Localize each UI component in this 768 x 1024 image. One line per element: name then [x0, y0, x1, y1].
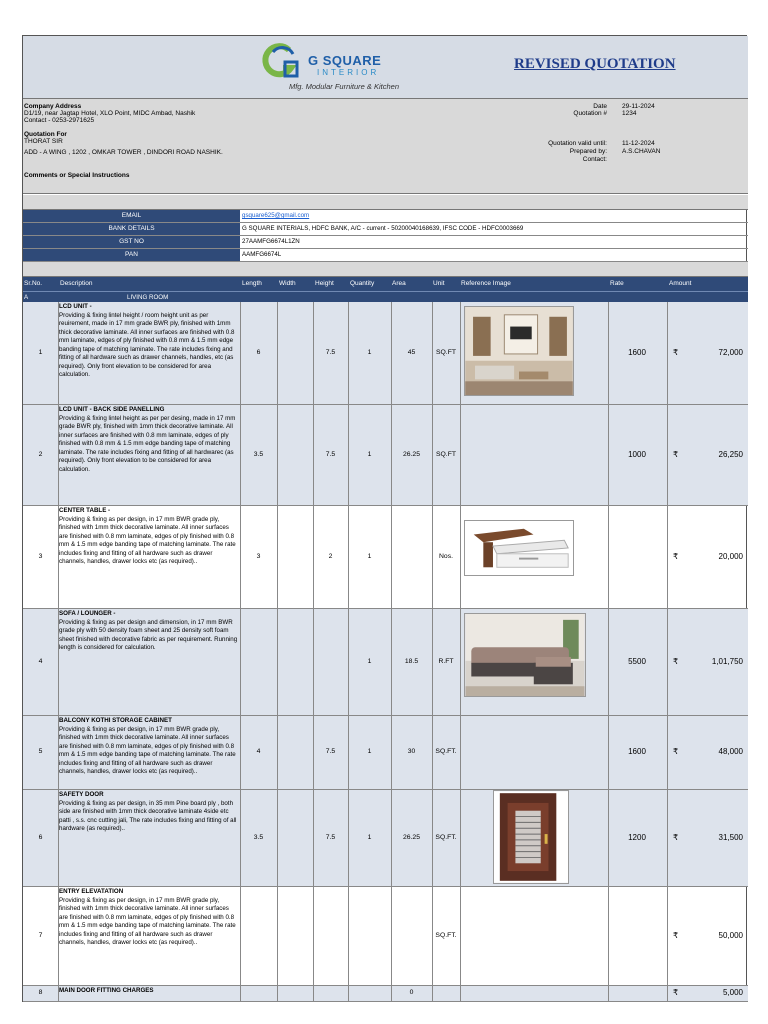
row-title: BALCONY KOTHI STORAGE CABINET — [59, 717, 172, 724]
spacer-row — [23, 262, 748, 277]
col-rate: Rate — [610, 280, 624, 287]
column-divider — [608, 302, 609, 1002]
row-description — [59, 717, 239, 789]
row-description — [59, 888, 239, 985]
prepared-by-label: Prepared by: — [569, 148, 607, 155]
brand-tagline: Mfg. Modular Furniture & Kitchen — [288, 82, 400, 91]
company-contact: Contact - 0253-2971625 — [24, 117, 95, 124]
row-length: 6 — [256, 349, 261, 356]
row-text: Providing & fixing as per design, in 35 mm Pine board ply , both side are finished with 1mm thick decorative laminate 4side etc patti , s.s. cnc cutting jali, The rate includes fixing and fitting of all hardware (as required).. — [59, 799, 237, 832]
row-quantity: 1 — [367, 658, 372, 665]
pan-value: AAMFG6674L — [242, 251, 282, 258]
center-table-reference-image — [464, 520, 574, 576]
row-unit: SQ.FT. — [435, 834, 457, 841]
pan-row — [23, 249, 748, 262]
row-amount: 72,000 — [718, 348, 743, 357]
col-area: Area — [392, 280, 406, 287]
client-name: THORAT SIR — [24, 138, 63, 145]
contact-label: Contact: — [582, 156, 607, 163]
row-title: MAIN DOOR FITTING CHARGES — [59, 987, 154, 994]
row-height: 7.5 — [325, 451, 336, 458]
col-srno: Sr.No. — [24, 280, 43, 287]
row-amount: 26,250 — [718, 450, 743, 459]
gst-row — [23, 236, 748, 249]
row-title: SAFETY DOOR — [59, 791, 104, 798]
row-area: 0 — [409, 989, 414, 996]
quotation-header — [23, 36, 748, 99]
row-rate: 1600 — [628, 348, 646, 357]
date-value: 29-11-2024 — [622, 103, 655, 110]
row-amount: 48,000 — [718, 747, 743, 756]
row-height: 2 — [328, 553, 333, 560]
row-sr-no: 4 — [38, 658, 43, 665]
column-divider — [240, 302, 241, 1002]
row-amount: 31,500 — [718, 833, 743, 842]
row-length: 4 — [256, 748, 261, 755]
row-area: 26.25 — [402, 451, 420, 458]
row-length: 3.5 — [253, 451, 264, 458]
row-description — [59, 303, 239, 404]
pan-label: PAN — [23, 249, 240, 261]
row-height: 7.5 — [325, 349, 336, 356]
table-row — [23, 506, 748, 609]
lcd-unit-reference-image — [464, 306, 574, 396]
col-height: Height — [315, 280, 334, 287]
col-amount: Amount — [669, 280, 692, 287]
row-quantity: 1 — [367, 748, 372, 755]
row-currency: ₹ — [673, 552, 679, 561]
row-unit: SQ.FT. — [435, 932, 457, 939]
row-unit: R.FT — [438, 658, 454, 665]
row-quantity: 1 — [367, 553, 372, 560]
section-name: LIVING ROOM — [127, 294, 169, 301]
email-label: EMAIL — [23, 210, 240, 222]
row-sr-no: 5 — [38, 748, 43, 755]
row-title: SOFA / LOUNGER - — [59, 610, 116, 617]
company-address: D1/19, near Jagtap Hotel, XLO Point, MIDC Ambad, Nashik — [24, 110, 196, 117]
row-currency: ₹ — [673, 747, 679, 756]
row-currency: ₹ — [673, 450, 679, 459]
column-divider — [391, 302, 392, 1002]
row-text: Providing & fixing as per design and dimension, in 17 mm BWR grade ply with 50 density foam sheet and 25 density soft foam sheet finished with decorative fabric as per requirement. Running length is considered for calculation. — [59, 618, 238, 651]
comments-label: Comments or Special Instructions — [24, 172, 130, 179]
gst-value: 27AAMFG6674L1ZN — [242, 238, 300, 245]
row-unit: Nos. — [439, 553, 453, 560]
date-label: Date — [593, 103, 607, 110]
row-description — [59, 987, 239, 1001]
email-row — [23, 210, 748, 223]
email-value — [241, 210, 748, 222]
bank-value: G SQUARE INTERIALS, HDFC BANK, A/C - current - 50200040168639, IFSC CODE - HDFC0003669 — [242, 225, 524, 232]
column-divider — [460, 302, 461, 1002]
column-divider — [277, 302, 278, 1002]
row-length: 3.5 — [253, 834, 264, 841]
row-sr-no: 7 — [38, 932, 43, 939]
row-text: Providing & fixing as per design, in 17 mm BWR grade ply, finished with 1mm thick decorative laminate. All inner surfaces are finished with 0.8 mm laminate, edges of ply finished with 0.8 mm & 1.5 mm edge banding tape of matching laminate. The rate includes fixing and fitting of all hardware such as drawer channels, handles, drawer locks etc (as required).. — [59, 896, 236, 946]
row-currency: ₹ — [673, 348, 679, 357]
row-title: CENTER TABLE - — [59, 507, 111, 514]
row-title: LCD UNIT - — [59, 303, 92, 310]
brand-name: G SQUARE — [308, 53, 382, 68]
table-row — [23, 716, 748, 790]
row-amount: 20,000 — [718, 552, 743, 561]
row-amount: 1,01,750 — [711, 657, 743, 666]
row-title: LCD UNIT - BACK SIDE PANELLING — [59, 406, 165, 413]
table-row — [23, 887, 748, 986]
section-row — [23, 291, 748, 302]
row-rate: 1600 — [628, 747, 646, 756]
valid-until-label: Quotation valid until: — [548, 140, 607, 147]
row-amount: 50,000 — [718, 931, 743, 940]
email-link[interactable]: gsquare625@gmail.com — [242, 212, 310, 219]
row-description — [59, 791, 239, 886]
g-square-logo-icon — [259, 42, 309, 82]
row-rate: 1000 — [628, 450, 646, 459]
table-row — [23, 790, 748, 887]
row-currency: ₹ — [673, 657, 679, 666]
table-header — [23, 277, 748, 291]
quotation-info — [23, 99, 748, 194]
row-area: 45 — [407, 349, 416, 356]
quotation-for-label: Quotation For — [24, 131, 67, 138]
column-divider — [667, 302, 668, 1002]
row-sr-no: 6 — [38, 834, 43, 841]
spacer-row — [23, 195, 748, 210]
col-quantity: Quantity — [350, 280, 375, 287]
prepared-by-value: A.S.CHAVAN — [622, 148, 661, 155]
row-quantity: 1 — [367, 349, 372, 356]
col-reference-image: Reference Image — [461, 280, 511, 287]
company-address-label: Company Address — [24, 103, 82, 110]
col-width: Width — [279, 280, 296, 287]
row-amount: 5,000 — [722, 988, 743, 997]
table-row — [23, 302, 748, 405]
row-quantity: 1 — [367, 834, 372, 841]
company-logo — [259, 42, 429, 96]
row-sr-no: 3 — [38, 553, 43, 560]
quotation-sheet — [22, 35, 747, 1002]
row-length: 3 — [256, 553, 261, 560]
safety-door-reference-image — [493, 790, 569, 884]
row-rate: 5500 — [628, 657, 646, 666]
row-description — [59, 507, 239, 608]
row-unit: SQ.FT — [435, 451, 456, 458]
row-area: 18.5 — [404, 658, 419, 665]
quotation-number-label: Quotation # — [573, 110, 607, 117]
row-sr-no: 1 — [38, 349, 43, 356]
column-divider — [313, 302, 314, 1002]
gst-label: GST NO — [23, 236, 240, 248]
sofa-reference-image — [464, 613, 586, 697]
page-title: REVISED QUOTATION — [514, 56, 676, 72]
row-currency: ₹ — [673, 833, 679, 842]
row-text: Providing & fixing lintel height / room height unit as per reuirement, made in 17 mm grade BWR ply, finished with 1mm thick decorative laminate. All inner surfaces are finished with 0.8 mm laminate, edges of ply finished with 0.8 mm & 1.5 mm edge banding tape of matching laminate. The rate includes fixing and fitting of all hardware such as drawer channels, handles, etc (as required). Only front elevation to be considered for area calculation. — [59, 311, 235, 378]
row-unit: SQ.FT. — [435, 748, 457, 755]
row-text: Providing & fixing as per design, in 17 mm BWR grade ply, finished with 1mm thick decorative laminate. All inner surfaces are finished with 0.8 mm laminate, edges of ply finished with 0.8 mm & 1.5 mm edge banding tape of matching laminate. The rate includes fixing and fitting of all hardware such as drawer channels, handles, drawer locks etc (as required).. — [59, 725, 236, 775]
bank-row — [23, 223, 748, 236]
row-title: ENTRY ELEVATATION — [59, 888, 124, 895]
row-unit: SQ.FT — [435, 349, 456, 356]
row-rate: 1200 — [628, 833, 646, 842]
row-area: 30 — [407, 748, 416, 755]
col-unit: Unit — [433, 280, 445, 287]
column-divider — [348, 302, 349, 1002]
row-quantity: 1 — [367, 451, 372, 458]
table-row — [23, 986, 748, 1002]
row-height: 7.5 — [325, 748, 336, 755]
col-description: Description — [60, 280, 93, 287]
table-row — [23, 405, 748, 506]
row-area: 26.25 — [402, 834, 420, 841]
column-divider — [58, 302, 59, 1002]
section-code: A — [24, 294, 29, 301]
row-currency: ₹ — [673, 988, 679, 997]
row-sr-no: 8 — [38, 989, 43, 996]
column-divider — [432, 302, 433, 1002]
col-length: Length — [242, 280, 262, 287]
client-address: ADD - A WING , 1202 , OMKAR TOWER , DINDORI ROAD NASHIK. — [24, 149, 223, 156]
quotation-number-value: 1234 — [622, 110, 637, 117]
brand-subtitle: INTERIOR — [317, 68, 380, 77]
row-text: Providing & fixing lintel height as per per desing, made in 17 mm grade BWR ply, finished with 1mm thick decorative laminate. All inner surfaces are finished with 0.8 mm laminate, edges of ply finished with 0.8 mm & 1.5 mm edge banding tape of matching laminate. The rate includes fixing and fitting of all hardwarec (as required). Only front elevation to be considered for area calculation. — [59, 414, 236, 473]
row-currency: ₹ — [673, 931, 679, 940]
table-row — [23, 609, 748, 716]
bank-label: BANK DETAILS — [23, 223, 240, 235]
row-height: 7.5 — [325, 834, 336, 841]
row-sr-no: 2 — [38, 451, 43, 458]
row-text: Providing & fixing as per design, in 17 mm BWR grade ply, finished with 1mm thick decorative laminate. All inner surfaces are finished with 0.8 mm laminate, edges of ply finished with 0.8 mm & 1.5 mm edge banding tape of matching laminate. The rate includes fixing and fitting of all hardware such as drawer channels, handles, drawer locks etc (as required).. — [59, 515, 236, 565]
valid-until-value: 11-12-2024 — [622, 140, 655, 147]
row-description — [59, 610, 239, 715]
row-description — [59, 406, 239, 505]
